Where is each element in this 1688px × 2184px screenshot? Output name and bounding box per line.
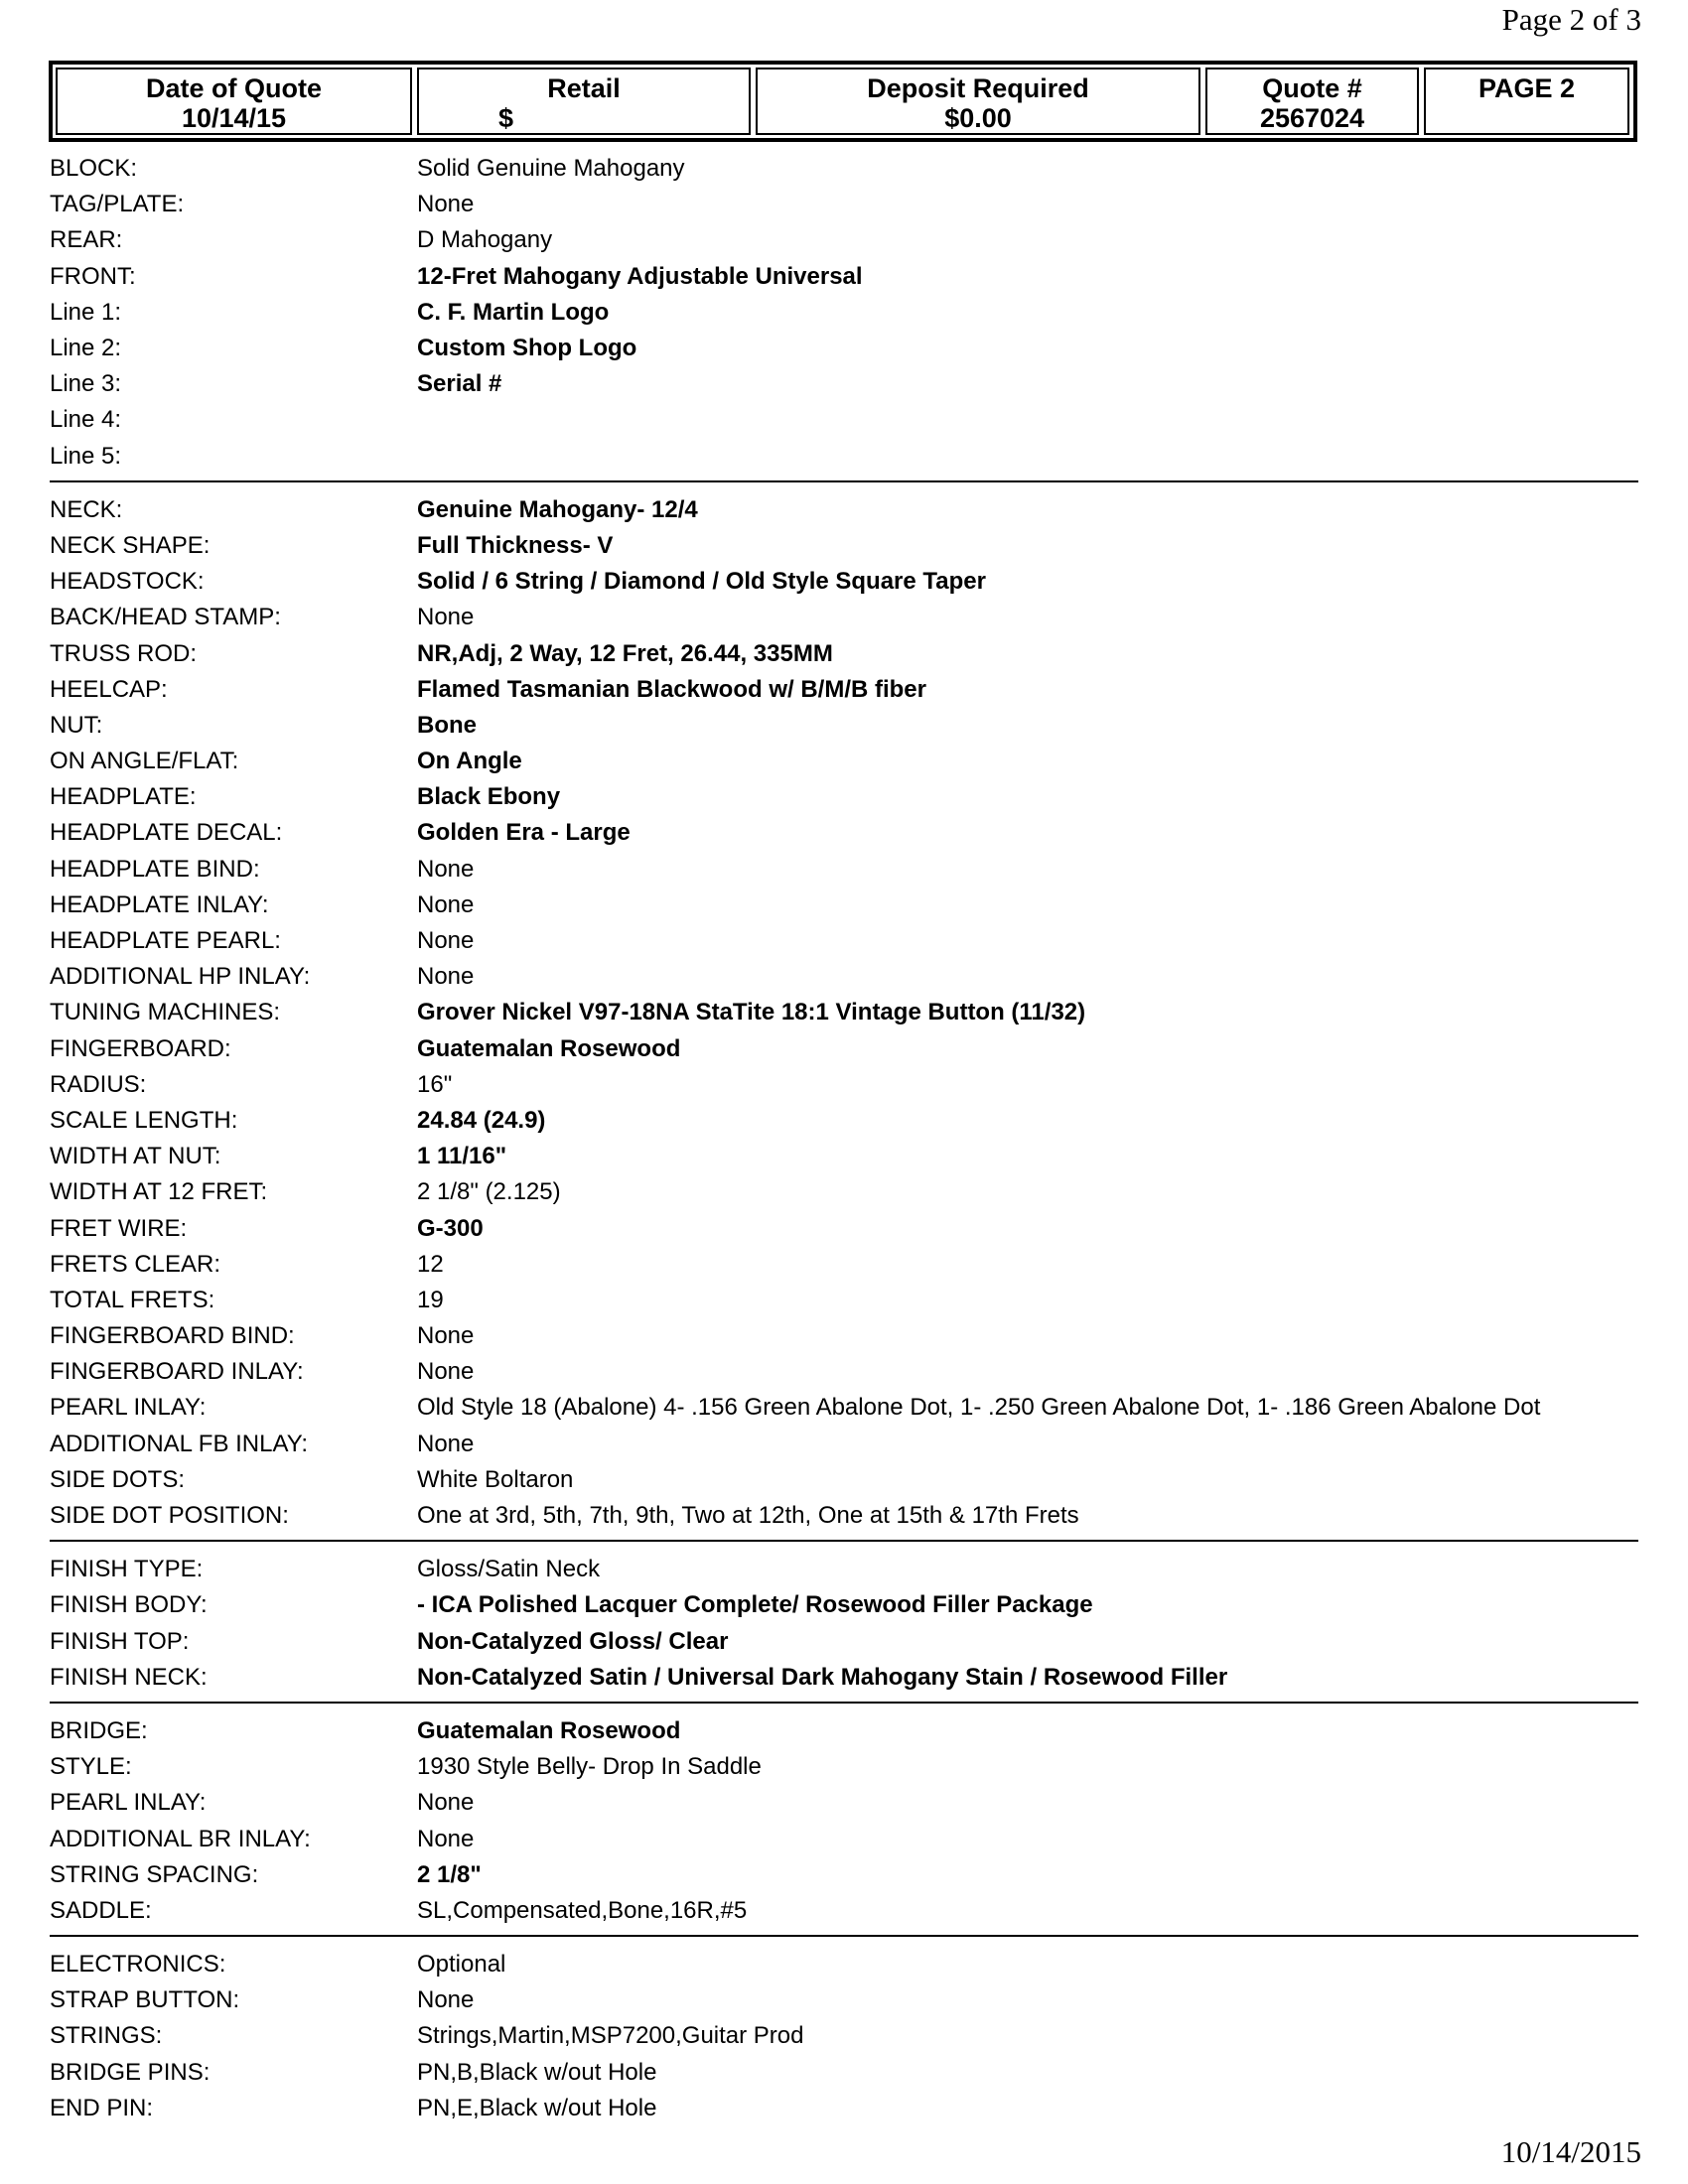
spec-list xyxy=(50,151,1638,2142)
footer-date: 10/14/2015 xyxy=(1500,2134,1641,2169)
deposit-cell xyxy=(756,68,1200,135)
spec-label: BLOCK: xyxy=(50,155,138,183)
spec-row xyxy=(50,564,1638,600)
spec-value: 16" xyxy=(417,1070,453,1098)
spec-value: - ICA Polished Lacquer Complete/ Rosewood Filler Package xyxy=(417,1591,1093,1619)
spec-row xyxy=(50,1587,1638,1623)
spec-row xyxy=(50,492,1638,528)
spec-value: Genuine Mahogany- 12/4 xyxy=(417,495,698,523)
spec-value: One at 3rd, 5th, 7th, 9th, Two at 12th, One at 15th & 17th Frets xyxy=(417,1502,1079,1530)
spec-value: 2 1/8" (2.125) xyxy=(417,1178,561,1206)
spec-row xyxy=(50,1821,1638,1856)
spec-value: Serial # xyxy=(417,370,502,398)
spec-label: FRETS CLEAR: xyxy=(50,1250,221,1278)
spec-row xyxy=(50,1660,1638,1696)
spec-value: Golden Era - Large xyxy=(417,819,631,847)
spec-label: HEADPLATE BIND: xyxy=(50,855,260,883)
spec-label: TAG/PLATE: xyxy=(50,191,185,218)
spec-row xyxy=(50,1982,1638,2018)
spec-row xyxy=(50,222,1638,258)
spec-row xyxy=(50,1498,1638,1534)
spec-row xyxy=(50,779,1638,815)
spec-value: Old Style 18 (Abalone) 4- .156 Green Abalone Dot, 1- .250 Green Abalone Dot, 1- .186 Green Abalone Dot xyxy=(417,1394,1541,1422)
spec-row xyxy=(50,1624,1638,1660)
spec-value: None xyxy=(417,1322,475,1350)
spec-label: STRAP BUTTON: xyxy=(50,1986,240,2014)
spec-label: NUT: xyxy=(50,711,103,739)
spec-label: WIDTH AT NUT: xyxy=(50,1143,221,1170)
quote-number-value: 2567024 xyxy=(1259,103,1365,133)
spec-value: None xyxy=(417,927,475,955)
spec-value: Bone xyxy=(417,711,477,739)
spec-row xyxy=(50,2018,1638,2054)
spec-label: FINGERBOARD BIND: xyxy=(50,1322,295,1350)
spec-label: Line 2: xyxy=(50,335,122,362)
spec-label: TUNING MACHINES: xyxy=(50,999,281,1026)
spec-value: NR,Adj, 2 Way, 12 Fret, 26.44, 335MM xyxy=(417,639,833,667)
spec-value: Grover Nickel V97-18NA StaTite 18:1 Vintage Button (11/32) xyxy=(417,999,1086,1026)
spec-value: None xyxy=(417,1789,475,1817)
spec-value: White Boltaron xyxy=(417,1465,574,1493)
spec-label: HEADPLATE DECAL: xyxy=(50,819,283,847)
spec-label: SADDLE: xyxy=(50,1896,152,1924)
spec-value: PN,E,Black w/out Hole xyxy=(417,2094,657,2121)
spec-row xyxy=(50,1749,1638,1785)
spec-value: None xyxy=(417,1825,475,1852)
spec-label: SCALE LENGTH: xyxy=(50,1106,238,1134)
spec-section xyxy=(50,1552,1638,1704)
spec-label: FRET WIRE: xyxy=(50,1214,188,1242)
spec-label: BRIDGE PINS: xyxy=(50,2058,211,2086)
spec-row xyxy=(50,1139,1638,1174)
spec-section xyxy=(50,1947,1638,2132)
spec-row xyxy=(50,1427,1638,1462)
deposit-label: Deposit Required xyxy=(867,73,1089,103)
quote-header xyxy=(49,61,1637,142)
spec-value: None xyxy=(417,1986,475,2014)
spec-label: FINISH BODY: xyxy=(50,1591,208,1619)
page-number: Page 2 of 3 xyxy=(1501,2,1641,37)
spec-row xyxy=(50,1031,1638,1067)
spec-label: PEARL INLAY: xyxy=(50,1394,207,1422)
spec-row xyxy=(50,815,1638,851)
spec-row xyxy=(50,1947,1638,1982)
spec-label: HEADSTOCK: xyxy=(50,568,205,596)
spec-value: Full Thickness- V xyxy=(417,531,614,559)
spec-section xyxy=(50,1713,1638,1937)
spec-value: Non-Catalyzed Satin / Universal Dark Mahogany Stain / Rosewood Filler xyxy=(417,1663,1228,1691)
retail-cell xyxy=(417,68,751,135)
spec-row xyxy=(50,151,1638,187)
spec-label: Line 5: xyxy=(50,442,122,470)
spec-label: Line 1: xyxy=(50,298,122,326)
spec-row xyxy=(50,1893,1638,1929)
spec-label: FINISH TYPE: xyxy=(50,1556,204,1583)
spec-label: HEADPLATE: xyxy=(50,783,197,811)
spec-row xyxy=(50,528,1638,564)
spec-value: Guatemalan Rosewood xyxy=(417,1716,681,1744)
spec-row xyxy=(50,995,1638,1030)
spec-label: FRONT: xyxy=(50,262,136,290)
quote-number-label: Quote # xyxy=(1262,73,1362,103)
spec-label: PEARL INLAY: xyxy=(50,1789,207,1817)
retail-label: Retail xyxy=(547,73,621,103)
spec-row xyxy=(50,1713,1638,1749)
spec-row xyxy=(50,1390,1638,1426)
spec-value: Solid / 6 String / Diamond / Old Style Square Taper xyxy=(417,568,986,596)
spec-row xyxy=(50,672,1638,708)
spec-value: PN,B,Black w/out Hole xyxy=(417,2058,657,2086)
date-of-quote-cell xyxy=(56,68,412,135)
spec-label: STYLE: xyxy=(50,1753,132,1781)
spec-row xyxy=(50,1067,1638,1103)
spec-label: HEELCAP: xyxy=(50,675,168,703)
spec-row xyxy=(50,295,1638,331)
spec-row xyxy=(50,1857,1638,1893)
spec-label: NECK SHAPE: xyxy=(50,531,211,559)
spec-row xyxy=(50,708,1638,744)
spec-value: 1 11/16" xyxy=(417,1143,507,1170)
spec-label: WIDTH AT 12 FRET: xyxy=(50,1178,268,1206)
spec-label: HEADPLATE INLAY: xyxy=(50,890,269,918)
spec-row xyxy=(50,2091,1638,2126)
spec-label: ADDITIONAL BR INLAY: xyxy=(50,1825,311,1852)
spec-value: 12 xyxy=(417,1250,444,1278)
spec-row xyxy=(50,600,1638,635)
spec-value: Solid Genuine Mahogany xyxy=(417,155,685,183)
spec-label: ON ANGLE/FLAT: xyxy=(50,748,239,775)
date-of-quote-label: Date of Quote xyxy=(145,73,322,103)
spec-value: C. F. Martin Logo xyxy=(417,298,610,326)
spec-value: Flamed Tasmanian Blackwood w/ B/M/B fiber xyxy=(417,675,926,703)
spec-row xyxy=(50,331,1638,366)
spec-value: Black Ebony xyxy=(417,783,561,811)
spec-value: None xyxy=(417,604,475,631)
spec-value: Guatemalan Rosewood xyxy=(417,1034,681,1062)
spec-row xyxy=(50,1247,1638,1283)
spec-row xyxy=(50,1103,1638,1139)
spec-row xyxy=(50,366,1638,402)
spec-label: ELECTRONICS: xyxy=(50,1951,226,1979)
spec-row xyxy=(50,1354,1638,1390)
spec-label: FINISH TOP: xyxy=(50,1627,190,1655)
spec-row xyxy=(50,1174,1638,1210)
spec-row xyxy=(50,1785,1638,1821)
spec-value: Optional xyxy=(417,1951,506,1979)
spec-row xyxy=(50,402,1638,438)
spec-value: 2 1/8" xyxy=(417,1860,482,1888)
spec-label: Line 4: xyxy=(50,406,122,434)
spec-label: TRUSS ROD: xyxy=(50,639,198,667)
spec-row xyxy=(50,887,1638,923)
spec-label: TOTAL FRETS: xyxy=(50,1286,215,1313)
spec-row xyxy=(50,1210,1638,1246)
spec-value: None xyxy=(417,191,475,218)
spec-row xyxy=(50,439,1638,475)
spec-label: REAR: xyxy=(50,226,123,254)
spec-value: Strings,Martin,MSP7200,Guitar Prod xyxy=(417,2022,804,2050)
spec-label: STRING SPACING: xyxy=(50,1860,259,1888)
spec-row xyxy=(50,2055,1638,2091)
spec-label: NECK: xyxy=(50,495,123,523)
spec-label: SIDE DOTS: xyxy=(50,1465,186,1493)
retail-value: $ xyxy=(498,103,514,133)
spec-row xyxy=(50,1462,1638,1498)
spec-label: END PIN: xyxy=(50,2094,154,2121)
spec-value: None xyxy=(417,963,475,991)
quote-number-cell xyxy=(1205,68,1419,135)
spec-row xyxy=(50,1283,1638,1318)
spec-label: BRIDGE: xyxy=(50,1716,148,1744)
spec-label: ADDITIONAL FB INLAY: xyxy=(50,1430,309,1457)
page-tag: PAGE 2 xyxy=(1477,73,1576,103)
spec-label: ADDITIONAL HP INLAY: xyxy=(50,963,311,991)
spec-value: On Angle xyxy=(417,748,522,775)
spec-section xyxy=(50,151,1638,482)
spec-row xyxy=(50,923,1638,959)
spec-label: HEADPLATE PEARL: xyxy=(50,927,281,955)
spec-label: SIDE DOT POSITION: xyxy=(50,1502,289,1530)
spec-row xyxy=(50,187,1638,222)
spec-label: Line 3: xyxy=(50,370,122,398)
spec-value: 19 xyxy=(417,1286,444,1313)
spec-row xyxy=(50,744,1638,779)
spec-label: BACK/HEAD STAMP: xyxy=(50,604,281,631)
spec-label: STRINGS: xyxy=(50,2022,163,2050)
spec-value: Gloss/Satin Neck xyxy=(417,1556,601,1583)
spec-section xyxy=(50,492,1638,1542)
spec-value: Non-Catalyzed Gloss/ Clear xyxy=(417,1627,729,1655)
spec-row xyxy=(50,259,1638,295)
spec-value: 1930 Style Belly- Drop In Saddle xyxy=(417,1753,762,1781)
spec-value: None xyxy=(417,855,475,883)
spec-value: None xyxy=(417,1430,475,1457)
spec-row xyxy=(50,959,1638,995)
page-tag-cell xyxy=(1424,68,1629,135)
spec-value: Custom Shop Logo xyxy=(417,335,637,362)
date-of-quote-value: 10/14/15 xyxy=(181,103,287,133)
spec-value: None xyxy=(417,1358,475,1386)
spec-row xyxy=(50,1552,1638,1587)
spec-label: FINISH NECK: xyxy=(50,1663,208,1691)
spec-value: G-300 xyxy=(417,1214,484,1242)
spec-value: SL,Compensated,Bone,16R,#5 xyxy=(417,1896,748,1924)
spec-row xyxy=(50,635,1638,671)
spec-row xyxy=(50,1318,1638,1354)
spec-label: FINGERBOARD: xyxy=(50,1034,231,1062)
spec-value: None xyxy=(417,890,475,918)
spec-value: D Mahogany xyxy=(417,226,553,254)
spec-value: 24.84 (24.9) xyxy=(417,1106,546,1134)
spec-row xyxy=(50,852,1638,887)
spec-value: 12-Fret Mahogany Adjustable Universal xyxy=(417,262,863,290)
spec-label: FINGERBOARD INLAY: xyxy=(50,1358,304,1386)
spec-label: RADIUS: xyxy=(50,1070,147,1098)
deposit-value: $0.00 xyxy=(944,103,1012,133)
